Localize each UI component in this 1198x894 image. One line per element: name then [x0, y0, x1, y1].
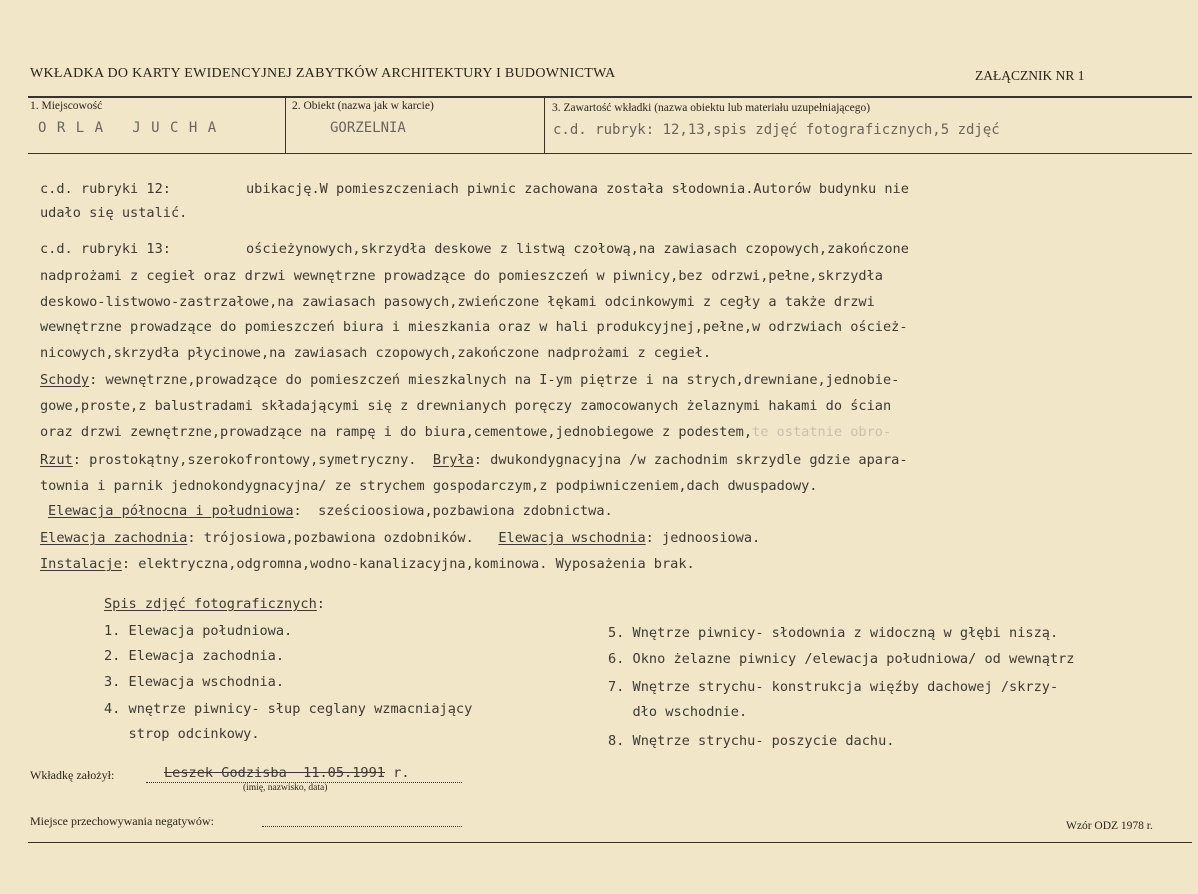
photo-item-8: 8. Wnętrze strychu- poszycie dachu.	[608, 733, 895, 749]
negatives-storage-line	[262, 826, 462, 827]
stairs-line-1	[40, 372, 899, 388]
fields-rule	[28, 153, 1192, 154]
massing-line-2: townia i parnik jednokondygnacyjna/ ze strychem gospodarczym,z podpiwniczeniem,dach dwuspadowy.	[40, 478, 818, 494]
r13-line-4: wewnętrzne prowadzące do pomieszczeń biura i mieszkania oraz w hali produkcyjnej,pełne,w odrzwiach oścież-	[40, 319, 908, 335]
header-rule	[28, 96, 1192, 98]
card-title: WKŁADKA DO KARTY EWIDENCYJNEJ ZABYTKÓW ARCHITEKTURY I BUDOWNICTWA	[30, 66, 616, 81]
field-locality-label: 1. Miejscowość	[30, 100, 103, 112]
photo-item-7-cont: dło wschodnie.	[608, 704, 748, 720]
r12-line-1: ubikację.W pomieszczeniach piwnic zachowana została słodownia.Autorów budynku nie	[246, 181, 909, 197]
elevation-e-label: Elewacja wschodnia	[498, 530, 646, 546]
installations-label: Instalacje	[40, 556, 122, 572]
installations-text: : elektryczna,odgromna,wodno-kanalizacyjna,kominowa. Wyposażenia brak.	[121, 556, 695, 572]
installations-line	[40, 556, 695, 572]
field-divider-2	[544, 96, 545, 153]
bottom-rule	[28, 842, 1192, 843]
plan-massing-line-1	[40, 452, 908, 468]
field-divider-1	[285, 96, 286, 153]
r13-line-5: nicowych,skrzydła płycinowe,na zawiasach czopowych,zakończone nadprożami z cegieł.	[40, 345, 712, 361]
photo-item-3: 3. Elewacja wschodnia.	[104, 674, 285, 690]
plan-label: Rzut	[40, 452, 73, 468]
author-hint: (imię, nazwisko, data)	[243, 783, 328, 793]
photo-item-6: 6. Okno żelazne piwnicy /elewacja południowa/ od wewnątrz	[608, 651, 1075, 667]
photo-item-2: 2. Elewacja zachodnia.	[104, 648, 285, 664]
field-contents-label: 3. Zawartość wkładki (nazwa obiektu lub materiału uzupełniającego)	[552, 102, 871, 114]
author-value: Leszek Godzisba 11.05.1991	[164, 765, 385, 781]
photo-item-4-cont: strop odcinkowy.	[104, 726, 260, 742]
stairs-text-3: oraz drzwi zewnętrzne,prowadzące na rampę i do biura,cementowe,jednobiegowe z podestem,	[40, 424, 753, 440]
field-object-label: 2. Obiekt (nazwa jak w karcie)	[292, 100, 434, 112]
r13-line-2: nadprożami z cegieł oraz drzwi wewnętrzne prowadzące do pomieszczeń w piwnicy,bez odrzwi,pełne,skrzydła	[40, 268, 883, 284]
elevation-west-east	[40, 530, 760, 546]
author-label: Wkładkę założył:	[30, 768, 115, 782]
stairs-label: Schody	[40, 372, 90, 388]
elevation-north-south	[48, 503, 613, 519]
elevation-w-label: Elewacja zachodnia	[40, 530, 188, 546]
stairs-text-1: : wewnętrzne,prowadzące do pomieszczeń mieszkalnych na I-ym piętrze i na strych,drewniane,jednobie-	[89, 372, 900, 388]
stairs-faded-text: te ostatnie obro-	[752, 424, 892, 440]
elevation-w-text: : trójosiowa,pozbawiona ozdobników.	[187, 530, 499, 546]
photo-item-7: 7. Wnętrze strychu- konstrukcja więźby dachowej /skrzy-	[608, 679, 1059, 695]
negatives-storage-label: Miejsce przechowywania negatywów:	[30, 814, 214, 828]
r13-line-3: deskowo-listwowo-zastrzałowe,na zawiasach pasowych,zwieńczone łękami odcinkowymi z cegły a także drzwi	[40, 294, 875, 310]
elevation-e-text: : jednoosiowa.	[645, 530, 761, 546]
stairs-line-2: gowe,proste,z balustradami składającymi się z drewnianych poręczy zamocowanych żelaznymi hakami do ścian	[40, 398, 892, 414]
elevation-ns-text: : sześcioosiowa,pozbawiona zdobnictwa.	[293, 503, 613, 519]
author-suffix: r.	[384, 765, 410, 781]
elevation-ns-label: Elewacja północna i południowa	[48, 503, 294, 519]
field-locality-value: O R L A J U C H A	[38, 120, 218, 136]
r12-heading: c.d. rubryki 12:	[40, 181, 171, 197]
r13-heading: c.d. rubryki 13:	[40, 241, 171, 257]
field-contents-value: c.d. rubryk: 12,13,spis zdjęć fotograficznych,5 zdjęć	[553, 122, 1000, 138]
r13-line-1: ościeżynowych,skrzydła deskowe z listwą czołową,na zawiasach czopowych,zakończone	[246, 241, 909, 257]
author-value-line	[164, 765, 410, 781]
photo-item-4: 4. wnętrze piwnicy- słup ceglany wzmacniający	[104, 701, 473, 717]
form-id: Wzór ODZ 1978 r.	[1066, 820, 1153, 832]
massing-text-1: : dwukondygnacyjna /w zachodnim skrzydle gdzie apara-	[473, 452, 908, 468]
field-object-value: GORZELNIA	[330, 120, 406, 136]
stairs-line-3	[40, 424, 891, 440]
photo-item-1: 1. Elewacja południowa.	[104, 623, 293, 639]
photo-list-title	[104, 596, 325, 612]
r12-line-2: udało się ustalić.	[40, 205, 188, 221]
massing-label: Bryła	[432, 452, 474, 468]
attachment-number: ZAŁĄCZNIK NR 1	[975, 68, 1085, 83]
photo-list-title-colon: :	[316, 596, 325, 612]
plan-text: : prostokątny,szerokofrontowy,symetryczny.	[72, 452, 433, 468]
photo-list-title-text: Spis zdjęć fotograficznych	[104, 596, 317, 612]
photo-item-5: 5. Wnętrze piwnicy- słodownia z widoczną w głębi niszą.	[608, 625, 1059, 641]
